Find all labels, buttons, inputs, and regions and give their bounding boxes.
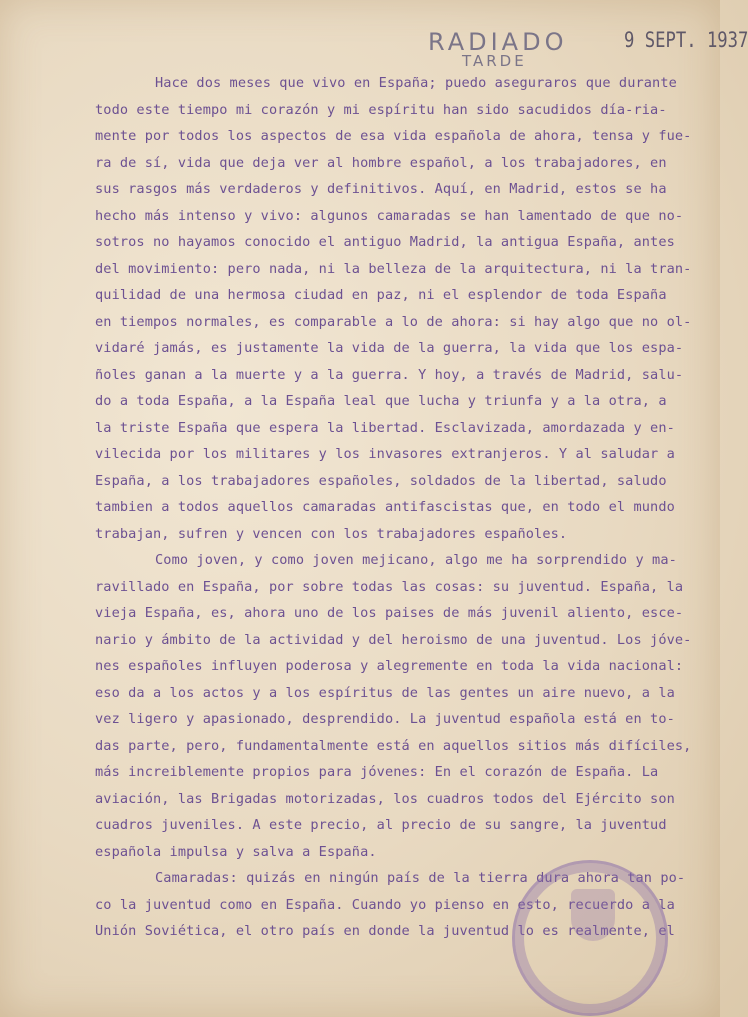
text-line: vieja España, es, ahora uno de los paises de más juvenil aliento, esce- xyxy=(95,605,684,621)
text-line: Unión Soviética, el otro país en donde la juventud lo es realmente, el xyxy=(95,923,675,939)
text-line: vez ligero y apasionado, desprendido. La juventud española está en to- xyxy=(95,711,675,727)
text-line: trabajan, sufren y vencen con los trabajadores españoles. xyxy=(95,525,568,542)
coat-of-arms-emblem xyxy=(571,889,615,941)
text-line: ravillado en España, por sobre todas las cosas: su juventud. España, la xyxy=(95,578,684,595)
text-line: ra de sí, vida que deja ver al hombre español, a los trabajadores, en xyxy=(95,154,667,171)
stamp-tarde: TARDE xyxy=(462,52,527,70)
radio-stamp-header xyxy=(420,22,748,72)
text-line: todo este tiempo mi corazón y mi espíritu han sido sacudidos día-ria- xyxy=(95,101,667,118)
text-line: nario y ámbito de la actividad y del heroismo de una juventud. Los jóve- xyxy=(95,631,692,648)
text-line: do a toda España, a la España leal que lucha y triunfa y a la otra, a xyxy=(95,393,667,409)
text-line: más increiblemente propios para jóvenes: En el corazón de España. La xyxy=(95,764,659,780)
text-line: del movimiento: pero nada, ni la belleza de la arquitectura, ni la tran- xyxy=(95,260,692,277)
text-line: das parte, pero, fundamentalmente está en aquellos sitios más difíciles, xyxy=(95,737,692,754)
text-line: vidaré jamás, es justamente la vida de la guerra, la vida que los espa- xyxy=(95,340,684,356)
text-line: Camaradas: quizás en ningún país de la tierra dura ahora tan po- xyxy=(155,870,686,886)
text-line: española impulsa y salva a España. xyxy=(95,843,377,860)
text-line: tambien a todos aquellos camaradas antifascistas que, en todo el mundo xyxy=(95,499,675,515)
stamp-date: 9 SEPT. 1937 xyxy=(624,28,748,52)
text-line: nes españoles influyen poderosa y alegremente en toda la vida nacional: xyxy=(95,658,684,674)
text-line: sotros no hayamos conocido el antiguo Madrid, la antigua España, antes xyxy=(95,234,675,250)
text-line: España, a los trabajadores españoles, soldados de la libertad, saludo xyxy=(95,472,667,489)
text-line: ñoles ganan a la muerte y a la guerra. Y hoy, a través de Madrid, salu- xyxy=(95,366,684,383)
text-line: hecho más intenso y vivo: algunos camaradas se han lamentado de que no- xyxy=(95,207,684,224)
text-line: aviación, las Brigadas motorizadas, los cuadros todos del Ejército son xyxy=(95,790,675,807)
text-line: mente por todos los aspectos de esa vida española de ahora, tensa y fue- xyxy=(95,128,692,144)
text-line: Como joven, y como joven mejicano, algo me ha sorprendido y ma- xyxy=(155,552,677,568)
official-seal xyxy=(512,860,668,1016)
text-line: en tiempos normales, es comparable a lo de ahora: si hay algo que no ol- xyxy=(95,313,692,330)
text-line: sus rasgos más verdaderos y definitivos. Aquí, en Madrid, estos se ha xyxy=(95,181,667,197)
text-line: la triste España que espera la libertad. Esclavizada, amordazada y en- xyxy=(95,419,675,436)
text-line: vilecida por los militares y los invasores extranjeros. Y al saludar a xyxy=(95,446,675,462)
text-line: co la juventud como en España. Cuando yo pienso en esto, recuerdo a la xyxy=(95,896,675,913)
text-line: cuadros juveniles. A este precio, al precio de su sangre, la juventud xyxy=(95,817,667,833)
text-line: eso da a los actos y a los espíritus de las gentes un aire nuevo, a la xyxy=(95,684,675,701)
stamp-radiado: RADIADO xyxy=(428,28,568,56)
text-line: Hace dos meses que vivo en España; puedo aseguraros que durante xyxy=(155,75,677,91)
text-line: quilidad de una hermosa ciudad en paz, ni el esplendor de toda España xyxy=(95,287,667,303)
typed-letter-body xyxy=(95,70,715,945)
